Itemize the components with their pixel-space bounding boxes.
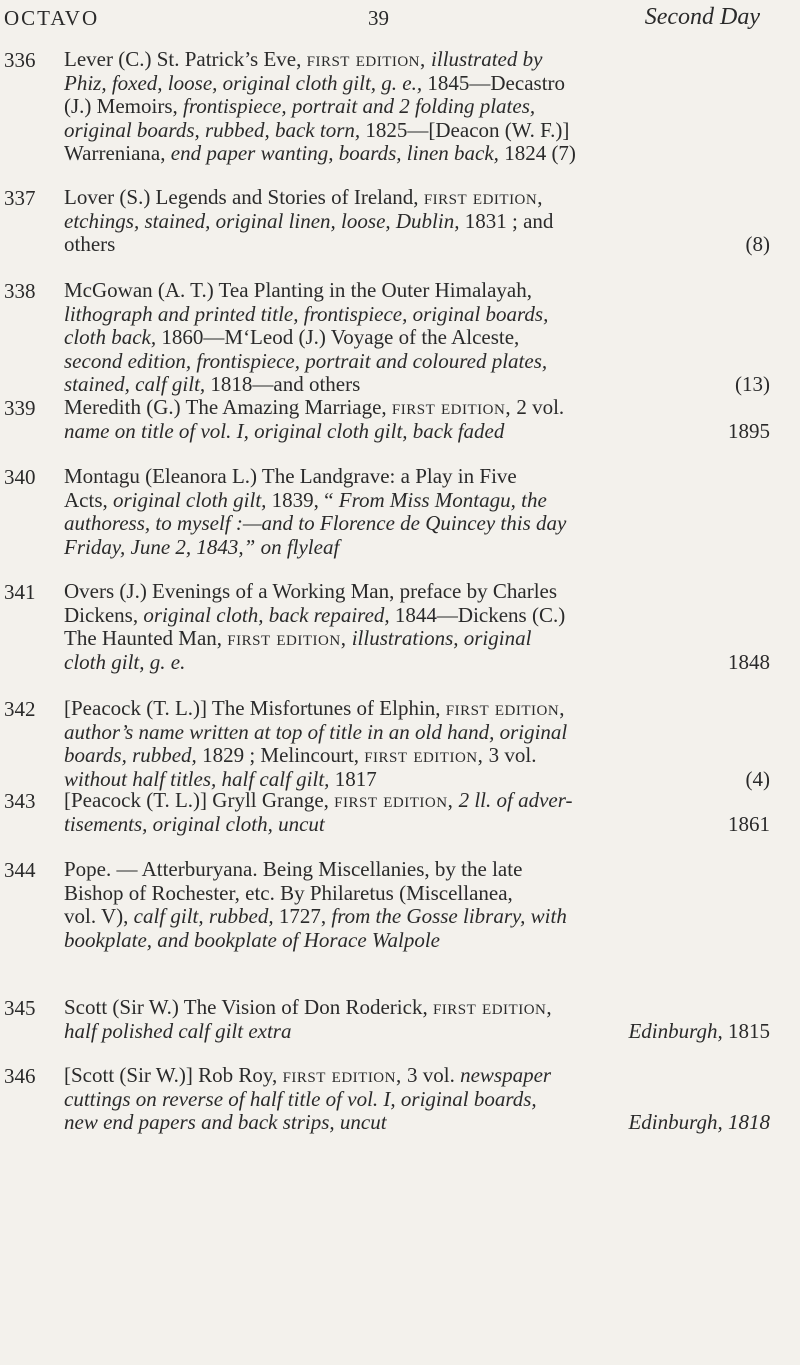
text-run: first edition, — [282, 1063, 402, 1087]
lot-description — [64, 789, 770, 836]
text-run: stained, calf gilt, — [64, 372, 211, 396]
text-run: 1727, — [278, 904, 332, 928]
text-run: 3 vol. — [401, 1063, 461, 1087]
lot-description — [64, 48, 770, 166]
sale-day-heading: Second Day — [644, 4, 760, 30]
lot-number: 345 — [4, 996, 36, 1020]
text-run: 1860—M‘Leod (J.) Voyage of the Alceste, — [161, 325, 520, 349]
lot-description — [64, 1064, 770, 1135]
text-run: From Miss Montagu, the — [338, 487, 547, 512]
lot-date-or-quantity: 1848 — [728, 649, 770, 674]
text-run: 1831 ; and — [464, 208, 554, 233]
description-line — [64, 1064, 770, 1088]
text-run: (J.) Memoirs, — [64, 94, 183, 118]
text-run: Acts, — [64, 487, 113, 512]
text-run: 1824 (7) — [504, 141, 576, 165]
text-run: vol. V), — [64, 904, 134, 928]
description-line — [64, 789, 770, 813]
description-line — [64, 744, 770, 768]
text-run: end paper wanting, boards, linen back, — [170, 141, 505, 165]
description-line — [64, 1020, 770, 1044]
text-run: calf gilt, rubbed, — [133, 904, 279, 928]
text-run: others — [64, 232, 116, 256]
text-run: Bishop of Rochester, etc. By Philaretus (Miscellanea, — [64, 880, 513, 905]
text-run: first edition, — [445, 696, 565, 720]
description-line — [64, 142, 770, 166]
text-run: Warreniana, — [64, 141, 171, 165]
text-run: Lover (S.) Legends and Stories of Ireland, — [64, 185, 424, 209]
lot-number: 339 — [4, 396, 36, 420]
text-run: 3 vol. — [483, 743, 537, 767]
text-run: illustrated by — [425, 47, 543, 71]
text-run: original cloth gilt, — [113, 487, 272, 512]
lot-date-or-quantity: (13) — [735, 372, 770, 396]
text-run: new end papers and back strips, uncut — [64, 1110, 387, 1134]
lot-number: 338 — [4, 279, 36, 303]
description-line — [64, 95, 770, 119]
text-run: name on title of vol. I, original cloth gilt, back faded — [64, 418, 505, 443]
text-run: first edition, — [306, 47, 426, 71]
text-run: 1825—[Deacon (W. F.)] — [365, 117, 570, 142]
text-run: 1818—and others — [210, 372, 361, 396]
text-run: authoress, to myself :—and to Florence de Quincey this day — [64, 511, 567, 535]
description-line — [64, 996, 770, 1020]
description-line — [64, 580, 770, 604]
description-line — [64, 929, 770, 953]
text-run: newspaper — [460, 1063, 552, 1087]
text-run: original boards, rubbed, back torn, — [64, 117, 366, 142]
description-line — [64, 489, 770, 513]
text-run: Scott (Sir W.) The Vision of Don Roderick, — [64, 995, 433, 1019]
lot-description — [64, 396, 770, 443]
text-run: cloth back, — [64, 325, 162, 349]
text-run: [Peacock (T. L.)] The Misfortunes of Elphin, — [64, 696, 446, 720]
text-run: Phiz, foxed, loose, original cloth gilt, g. e., — [64, 70, 428, 95]
text-run: 1817 — [334, 766, 377, 791]
description-line — [64, 651, 770, 675]
format-heading: OCTAVO — [4, 6, 100, 30]
description-line — [64, 1111, 770, 1135]
text-run: tisements, original cloth, uncut — [64, 811, 325, 836]
description-line — [64, 604, 770, 628]
lot-number: 340 — [4, 465, 36, 489]
lot-date-or-quantity: (4) — [745, 766, 770, 791]
text-run: etchings, stained, original linen, loose, Dublin, — [64, 208, 465, 233]
description-line — [64, 905, 770, 929]
text-run: original cloth, back repaired, — [143, 602, 395, 627]
lot-description — [64, 580, 770, 674]
description-line — [64, 420, 770, 444]
text-run: first edition, — [391, 395, 512, 419]
description-line — [64, 627, 770, 651]
lot-number: 346 — [4, 1064, 36, 1088]
text-run: [Peacock (T. L.)] Gryll Grange, — [64, 788, 335, 812]
text-run: half polished calf gilt extra — [64, 1018, 292, 1043]
text-run: Overs (J.) Evenings of a Working Man, preface by Charles — [64, 579, 558, 603]
text-run: frontispiece, portrait and 2 folding plates, — [183, 94, 536, 118]
description-line — [64, 373, 770, 397]
description-line — [64, 233, 770, 257]
text-run: without half titles, half calf gilt, — [64, 766, 335, 791]
page-number: 39 — [368, 6, 389, 30]
description-line — [64, 396, 770, 420]
text-run: first edition, — [364, 743, 484, 767]
text-run: 2 ll. of adver- — [453, 788, 573, 812]
text-run: The Haunted Man, — [64, 626, 228, 650]
lot-date-or-quantity: 1895 — [728, 418, 770, 443]
text-run: cloth gilt, g. e. — [64, 649, 186, 674]
description-line — [64, 303, 770, 327]
description-line — [64, 858, 770, 882]
description-line — [64, 882, 770, 906]
text-run: Montagu (Eleanora L.) The Landgrave: a Play in Five — [64, 464, 517, 488]
text-run: Pope. — Atterburyana. Being Miscellanies, by the late — [64, 857, 523, 881]
text-run: lithograph and printed title, frontispiece, original boards, — [64, 301, 549, 326]
description-line — [64, 186, 770, 210]
year: 1815 — [728, 1018, 770, 1043]
description-line — [64, 210, 770, 234]
text-run: first edition, — [423, 185, 543, 209]
lot-number: 343 — [4, 789, 36, 813]
text-run: illustrations, original — [346, 626, 532, 650]
text-run: Meredith (G.) The Amazing Marriage, — [64, 395, 392, 419]
lot-date-or-quantity: Edinburgh, 1818 — [628, 1110, 770, 1134]
text-run: boards, rubbed, — [64, 743, 203, 767]
description-line — [64, 279, 770, 303]
lot-date-or-quantity: Edinburgh, 1815 — [628, 1018, 770, 1043]
text-run: McGowan (A. T.) Tea Planting in the Outer Himalayah, — [64, 278, 532, 302]
lot-date-or-quantity: (8) — [745, 232, 770, 256]
description-line — [64, 350, 770, 374]
text-run: 2 vol. — [511, 395, 565, 419]
description-line — [64, 813, 770, 837]
text-run: Friday, June 2, 1843,” on flyleaf — [64, 534, 340, 559]
description-line — [64, 119, 770, 143]
text-run: 1829 ; Melincourt, — [202, 743, 365, 767]
description-line — [64, 465, 770, 489]
text-run: from the Gosse library, with — [331, 904, 567, 928]
text-run: first edition, — [432, 995, 553, 1019]
description-line — [64, 697, 770, 721]
text-run: second edition, frontispiece, portrait and coloured plates, — [64, 348, 548, 373]
lot-description — [64, 858, 770, 952]
text-run: 1844—Dickens (C.) — [394, 602, 566, 627]
lot-number: 337 — [4, 186, 36, 210]
text-run: 1845—Decastro — [427, 70, 566, 95]
lot-number: 344 — [4, 858, 36, 882]
description-line — [64, 1088, 770, 1112]
lot-description — [64, 697, 770, 791]
text-run: Lever (C.) St. Patrick’s Eve, — [64, 47, 307, 71]
lot-description — [64, 996, 770, 1043]
description-line — [64, 48, 770, 72]
description-line — [64, 512, 770, 536]
description-line — [64, 721, 770, 745]
lot-description — [64, 279, 770, 397]
text-run: Dickens, — [64, 602, 144, 627]
description-line — [64, 326, 770, 350]
lot-description — [64, 186, 770, 257]
lot-description — [64, 465, 770, 559]
page-header — [0, 0, 800, 40]
text-run: bookplate, and bookplate of Horace Walpole — [64, 927, 440, 952]
text-run: first edition, — [227, 626, 347, 650]
text-run: cuttings on reverse of half title of vol. I, original boards, — [64, 1086, 537, 1111]
text-run: [Scott (Sir W.)] Rob Roy, — [64, 1063, 283, 1087]
text-run: first edition, — [334, 788, 454, 812]
lot-number: 341 — [4, 580, 36, 604]
text-run: author’s name written at top of title in an old hand, original — [64, 719, 568, 744]
description-line — [64, 536, 770, 560]
lot-number: 336 — [4, 48, 36, 72]
lot-number: 342 — [4, 697, 36, 721]
description-line — [64, 72, 770, 96]
text-run: 1839, “ — [271, 487, 339, 512]
lot-date-or-quantity: 1861 — [728, 811, 770, 836]
